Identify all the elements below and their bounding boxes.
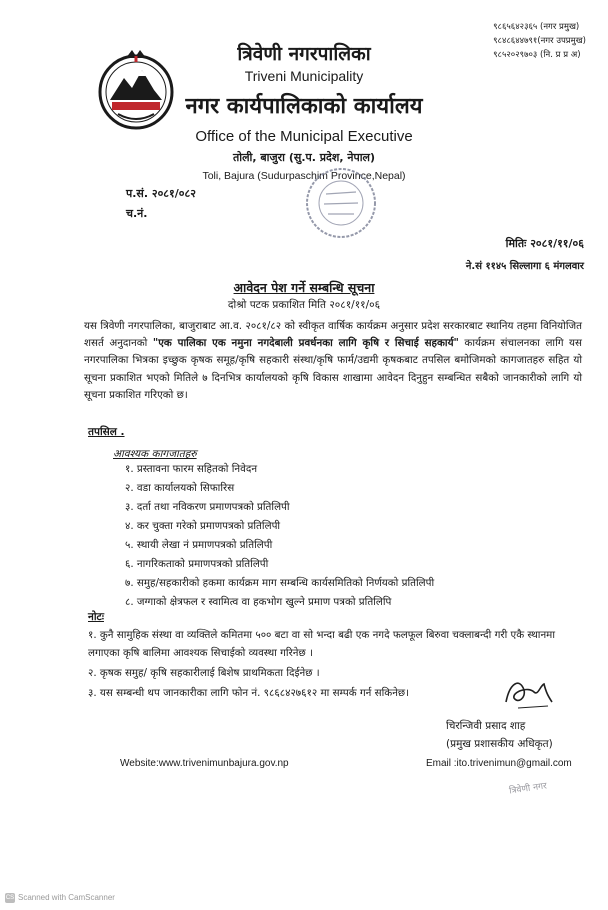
camscanner-icon: CS bbox=[5, 895, 15, 901]
notice-title: आवेदन पेश गर्ने सम्बन्धि सूचना bbox=[233, 280, 375, 295]
note-item: ३. यस सम्बन्धी थप जानकारीका लागि फोन नं. ९८६८४२७६१२ मा सम्पर्क गर्न सकिनेछ। bbox=[88, 687, 410, 699]
notice-body bbox=[84, 318, 582, 404]
document-item: ६. नागरिकताको प्रमाणपत्रको प्रतिलिपी bbox=[125, 558, 269, 570]
notice-subtitle: दोश्रो पटक प्रकाशित मिति २०८१/११/०६ bbox=[227, 299, 381, 311]
notice-date: मितिः २०८१/११/०६ bbox=[505, 237, 584, 250]
notice-body-part2: कार्यक्रम संचालनका लागि यस नगरपालिका भित्रका इच्छुक कृषक समूह/कृषि सहकारी संस्था/कृषि फार्म/उद्यमी कृषकबाट तपसिल बमोजिमको कागजातहरु सहित यो सूचना प्रकाशित भएको मितिले ७ दिनभित्र कार्यालयको कृषि विकास शाखामा आवेदन दिनुहुन सम्बन्धित सबैको जानकारीको लागि यो सूचना प्रकाशित गरिएको छ। bbox=[84, 337, 582, 401]
footer-email: Email :ito.trivenimun@gmail.com bbox=[426, 758, 572, 769]
dispatch-number: च.नं. bbox=[126, 207, 148, 220]
nepal-sambat-date: ने.सं ११४५ सिल्लागा ६ मंगलवार bbox=[465, 261, 584, 272]
document-item: ३. दर्ता तथा नविकरण प्रमाणपत्रको प्रतिलिपी bbox=[125, 501, 290, 513]
office-stamp-icon bbox=[302, 164, 380, 242]
address-en: Toli, Bajura (Sudurpaschim Province,Nepal) bbox=[202, 170, 406, 182]
documents-heading: आवश्यक कागजातहरु bbox=[113, 448, 197, 460]
signature-icon bbox=[498, 672, 558, 712]
document-item: ८. जग्गाको क्षेत्रफल र स्वामित्व वा हकभोग खुल्ने प्रमाण पत्रको प्रतिलिपि bbox=[125, 596, 392, 608]
program-name: "एक पालिका एक नमुना नगदेबाली प्रवर्धनका लागि कृषि र सिचाई सहकार्य" bbox=[152, 337, 459, 350]
phone-number-deputy-mayor: ९८४८६४४७९१(नगर उपप्रमुख) bbox=[493, 36, 586, 46]
phone-number-cao: ९८५२०२९७०३ (नि. प्र प्र अ) bbox=[493, 50, 581, 60]
details-label: तपसिल . bbox=[88, 426, 125, 438]
municipality-name-np: त्रिवेणी नगरपालिका bbox=[237, 43, 371, 65]
notice-body-part1: यस त्रिवेणी नगरपालिका, बाजुराबाट आ.व. २०८१/८२ को स्वीकृत वार्षिक कार्यक्रम अनुसार प्रदेश सरकारबाट स्थानिय तहमा विनियोजित शसर्त अनुदानको bbox=[84, 320, 582, 350]
note-item: २. कृषक समुह/ कृषि सहकारीलाई बिशेष प्राथमिकता दिईनेछ । bbox=[88, 667, 320, 679]
footer-website: Website:www.trivenimunbajura.gov.np bbox=[120, 758, 289, 769]
scanner-text: Scanned with CamScanner bbox=[18, 893, 115, 903]
signatory-post: (प्रमुख प्रशासकीय अधिकृत) bbox=[446, 738, 553, 750]
document-item: १. प्रस्तावना फारम सहितको निवेदन bbox=[125, 463, 258, 475]
document-item: ७. समुह/सहकारीको हकमा कार्यक्रम माग सम्बन्धि कार्यसमितिको निर्णयको प्रतिलिपी bbox=[125, 577, 435, 589]
signatory-name: चिरन्जिवी प्रसाद शाह bbox=[446, 720, 526, 732]
municipality-name-en: Triveni Municipality bbox=[244, 68, 364, 84]
scanner-watermark bbox=[5, 893, 115, 903]
document-item: ४. कर चुक्ता गरेको प्रमाणपत्रको प्रतिलिपी bbox=[125, 520, 281, 532]
phone-number-mayor: ९८६५६४२३६५ (नगर प्रमुख) bbox=[493, 22, 580, 32]
reference-number: प.सं. २०८१/०८२ bbox=[126, 187, 196, 200]
notes-heading: नोटः bbox=[88, 611, 104, 623]
footer-seal-text: त्रिवेणी नगर bbox=[508, 781, 548, 797]
address-np: तोली, बाजुरा (सु.प. प्रदेश, नेपाल) bbox=[232, 151, 376, 164]
document-item: २. वडा कार्यालयको सिफारिस bbox=[125, 482, 235, 494]
note-item: १. कुनै सामुहिक संस्था वा व्यक्तिले कमितमा ५०० बटा वा सो भन्दा बढी एक नगदे फलफूल बिरुवा चक्लाबन्दी गरी एकै स्थानमा लगाएका कृषि बालिमा आवश्यक सिचाईको व्यवस्था गरिनेछ । bbox=[88, 629, 555, 659]
office-name-en: Office of the Municipal Executive bbox=[195, 128, 413, 145]
document-item: ५. स्थायी लेखा नं प्रमाणपत्रको प्रतिलिपी bbox=[125, 539, 273, 551]
office-name-np: नगर कार्यपालिकाको कार्यालय bbox=[185, 94, 423, 119]
